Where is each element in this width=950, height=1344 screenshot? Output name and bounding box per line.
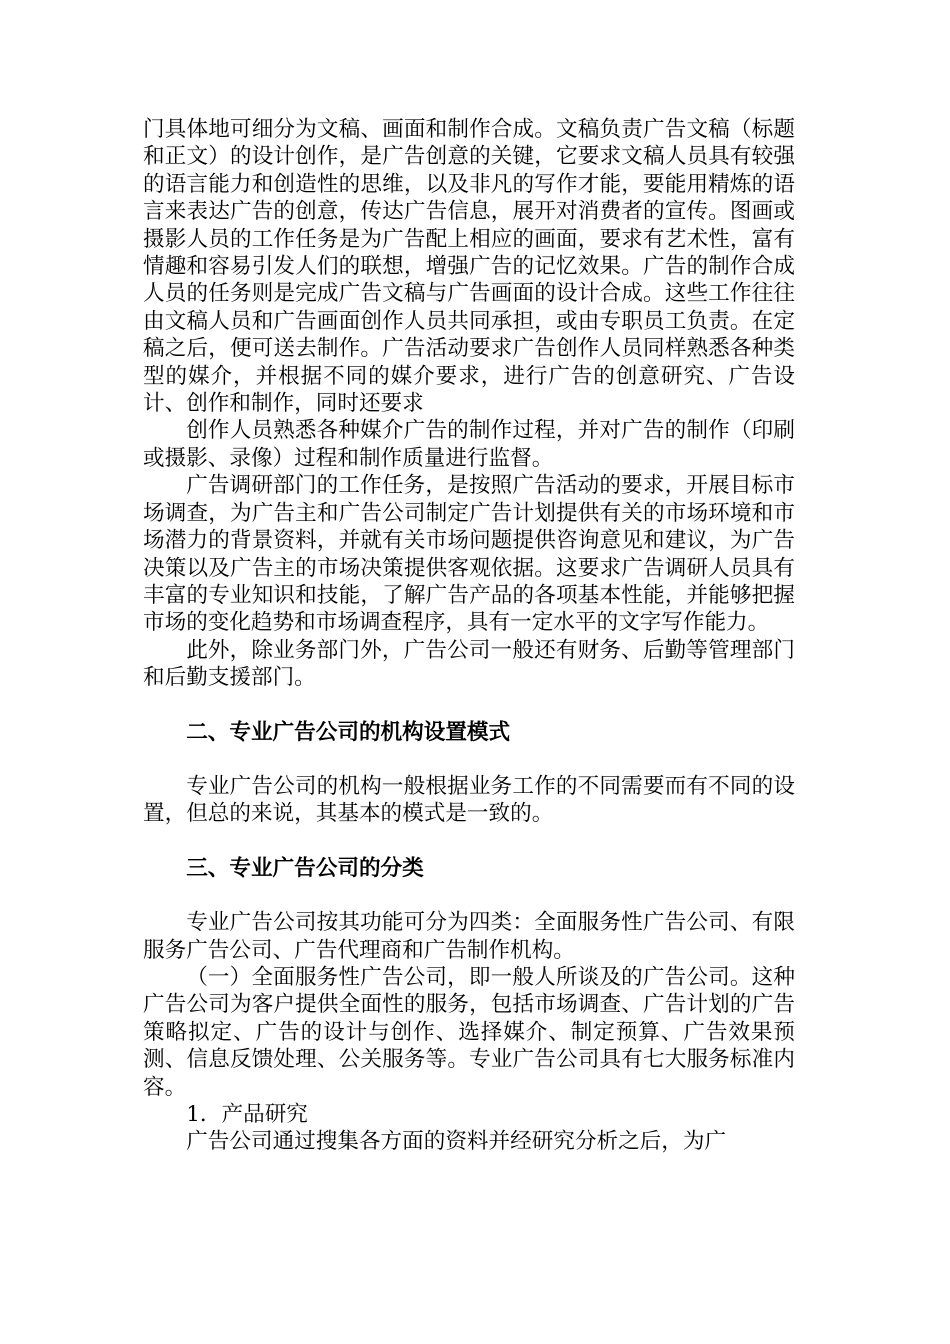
section-heading-classification: 三、专业广告公司的分类	[186, 855, 424, 881]
paragraph-product-research: 广告公司通过搜集各方面的资料并经研究分析之后，为广	[186, 1129, 727, 1155]
section-heading-structure: 二、专业广告公司的机构设置模式	[186, 719, 511, 745]
paragraph-admin-dept: 此外，除业务部门外，广告公司一般还有财务、后勤等管理部门和后勤支援部门。	[143, 637, 795, 691]
paragraph-research-dept: 广告调研部门的工作任务，是按照广告活动的要求，开展目标市场调查，为广告主和广告公司制定广告计划提供有关的市场环境和市场潜力的背景资料，并就有关市场问题提供咨询意见和建议，为广告决策以及广告主的市场决策提供客观依据。这要求广告调研人员具有丰富的专业知识和技能，了解广告产品的各项基本性能，并能够把握市场的变化趋势和市场调查程序，具有一定水平的文字写作能力。	[143, 473, 795, 636]
paragraph-creative-dept: 门具体地可细分为文稿、画面和制作合成。文稿负责广告文稿（标题和正文）的设计创作，是广告创意的关键，它要求文稿人员具有较强的语言能力和创造性的思维，以及非凡的写作才能，要能用精炼的语言来表达广告的创意，传达广告信息，展开对消费者的宣传。图画或摄影人员的工作任务是为广告配上相应的画面，要求有艺术性，富有情趣和容易引发人们的联想，增强广告的记忆效果。广告的制作合成人员的任务则是完成广告文稿与广告画面的设计合成。这些工作往往由文稿人员和广告画面创作人员共同承担，或由专职员工负责。在定稿之后，便可送去制作。广告活动要求广告创作人员同样熟悉各种类型的媒介，并根据不同的媒介要求，进行广告的创意研究、广告设计、创作和制作，同时还要求	[143, 117, 795, 417]
paragraph-four-types: 专业广告公司按其功能可分为四类：全面服务性广告公司、有限服务广告公司、广告代理商和广告制作机构。	[143, 910, 795, 963]
paragraph-structure-model: 专业广告公司的机构一般根据业务工作的不同需要而有不同的设置，但总的来说，其基本的模式是一致的。	[143, 773, 795, 827]
paragraph-creative-staff: 创作人员熟悉各种媒介广告的制作过程，并对广告的制作（印刷或摄影、录像）过程和制作质量进行监督。	[143, 418, 795, 471]
list-item-product-research: 1．产品研究	[186, 1102, 308, 1127]
document-body	[143, 116, 795, 1156]
paragraph-full-service: （一）全面服务性广告公司，即一般人所谈及的广告公司。这种广告公司为客户提供全面性的服务，包括市场调查、广告计划的广告策略拟定、广告的设计与创作、选择媒介、制定预算、广告效果预测、信息反馈处理、公关服务等。专业广告公司具有七大服务标准内容。	[143, 964, 795, 1100]
